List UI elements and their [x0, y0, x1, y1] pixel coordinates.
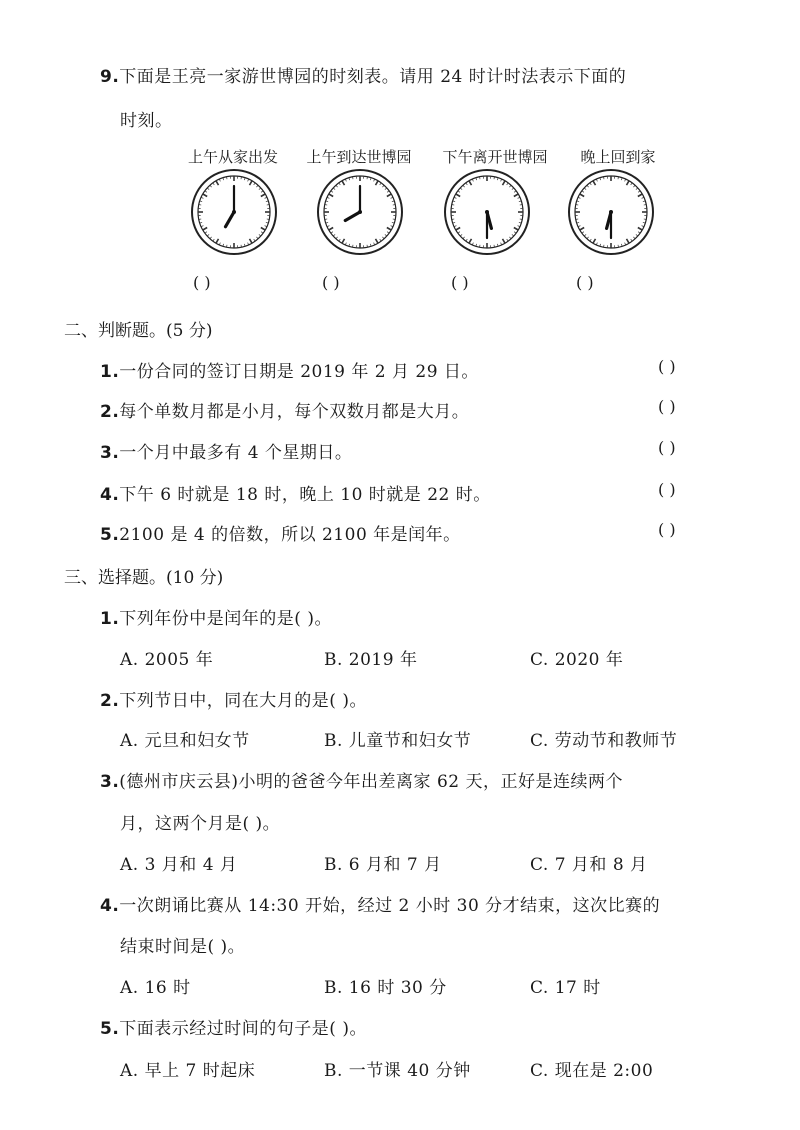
- choice-q5-option-c[interactable]: C. 现在是 2:00: [530, 1061, 654, 1081]
- choice-q3-number: 3.: [100, 772, 120, 792]
- clock-center-pin: [358, 210, 362, 214]
- judge-item-4: [100, 480, 491, 505]
- choice-q4-text-line1: 一次朗诵比赛从 14:30 开始，经过 2 小时 30 分才结束，这次比赛的: [119, 896, 661, 916]
- choice-q1-option-b[interactable]: B. 2019 年: [324, 650, 418, 670]
- clock-answer-1[interactable]: ( ): [193, 273, 211, 292]
- choice-q3-option-b[interactable]: B. 6 月和 7 月: [324, 855, 442, 875]
- judge-item-5: [100, 520, 461, 545]
- judge-item-2-number: 2.: [100, 402, 120, 422]
- choice-q4-number: 4.: [100, 896, 120, 916]
- choice-q5-option-a[interactable]: A. 早上 7 时起床: [120, 1061, 256, 1081]
- judge-answer-2[interactable]: ( ): [658, 397, 676, 416]
- choice-q3-option-c[interactable]: C. 7 月和 8 月: [530, 855, 648, 875]
- section3-title: 三、选择题。(10 分): [64, 568, 224, 588]
- clock-label-2: 上午到达世博园: [306, 148, 412, 166]
- judge-item-3-number: 3.: [100, 443, 120, 463]
- judge-answer-4[interactable]: ( ): [658, 480, 676, 499]
- choice-q1-option-a[interactable]: A. 2005 年: [120, 650, 214, 670]
- clock-center-pin: [609, 210, 613, 214]
- judge-item-4-number: 4.: [100, 485, 120, 505]
- choice-q3-line1: [100, 767, 623, 792]
- clock-center-pin: [485, 210, 489, 214]
- judge-item-2-text: 每个单数月都是小月，每个双数月都是大月。: [119, 402, 470, 422]
- judge-answer-1[interactable]: ( ): [658, 357, 676, 376]
- choice-q1-text: 下列年份中是闰年的是( )。: [119, 609, 332, 629]
- clock-label-1: 上午从家出发: [187, 148, 278, 166]
- clock-label-4: 晚上回到家: [580, 148, 656, 166]
- choice-q4-option-b[interactable]: B. 16 时 30 分: [324, 978, 447, 998]
- clock-center-pin: [232, 210, 236, 214]
- choice-q3-text-line1: (德州市庆云县)小明的爸爸今年出差离家 62 天，正好是连续两个: [119, 772, 623, 792]
- q9-line1: [100, 62, 626, 87]
- clock-1: [190, 168, 278, 256]
- choice-q4-line1: [100, 891, 660, 916]
- judge-item-3: [100, 438, 352, 463]
- judge-item-1-text: 一份合同的签订日期是 2019 年 2 月 29 日。: [119, 362, 479, 382]
- choice-q5-option-b[interactable]: B. 一节课 40 分钟: [324, 1061, 471, 1081]
- clock-label-3: 下午离开世博园: [442, 148, 548, 166]
- judge-item-4-text: 下午 6 时就是 18 时，晚上 10 时就是 22 时。: [119, 485, 491, 505]
- choice-q5-number: 5.: [100, 1019, 120, 1039]
- choice-q2-text: 下列节日中，同在大月的是( )。: [119, 691, 367, 711]
- clock-3: [443, 168, 531, 256]
- choice-q4-option-a[interactable]: A. 16 时: [120, 978, 191, 998]
- clock-answer-2[interactable]: ( ): [322, 273, 340, 292]
- choice-q4-option-c[interactable]: C. 17 时: [530, 978, 601, 998]
- q9-number: 9.: [100, 67, 120, 87]
- judge-item-1: [100, 357, 479, 382]
- choice-q2-option-c[interactable]: C. 劳动节和教师节: [530, 731, 678, 751]
- clock-4: [567, 168, 655, 256]
- clock-answer-4[interactable]: ( ): [576, 273, 594, 292]
- choice-q2-option-b[interactable]: B. 儿童节和妇女节: [324, 731, 472, 751]
- judge-item-5-text: 2100 是 4 的倍数，所以 2100 年是闰年。: [119, 525, 461, 545]
- judge-item-1-number: 1.: [100, 362, 120, 382]
- choice-q5: [100, 1014, 367, 1039]
- choice-q1-number: 1.: [100, 609, 120, 629]
- choice-q1: [100, 604, 332, 629]
- section2-title: 二、判断题。(5 分): [64, 321, 213, 341]
- choice-q4-text-line2: 结束时间是( )。: [120, 937, 246, 957]
- choice-q1-option-c[interactable]: C. 2020 年: [530, 650, 624, 670]
- clock-2: [316, 168, 404, 256]
- choice-q2-number: 2.: [100, 691, 120, 711]
- judge-item-3-text: 一个月中最多有 4 个星期日。: [119, 443, 353, 463]
- choice-q2: [100, 686, 367, 711]
- choice-q3-option-a[interactable]: A. 3 月和 4 月: [120, 855, 238, 875]
- judge-item-2: [100, 397, 469, 422]
- choice-q5-text: 下面表示经过时间的句子是( )。: [119, 1019, 367, 1039]
- judge-answer-3[interactable]: ( ): [658, 438, 676, 457]
- judge-answer-5[interactable]: ( ): [658, 520, 676, 539]
- q9-text-line1: 下面是王亮一家游世博园的时刻表。请用 24 时计时法表示下面的: [119, 67, 627, 87]
- choice-q2-option-a[interactable]: A. 元旦和妇女节: [120, 731, 250, 751]
- choice-q3-text-line2: 月，这两个月是( )。: [120, 814, 281, 834]
- clock-answer-3[interactable]: ( ): [451, 273, 469, 292]
- judge-item-5-number: 5.: [100, 525, 120, 545]
- q9-text-line2: 时刻。: [120, 111, 173, 131]
